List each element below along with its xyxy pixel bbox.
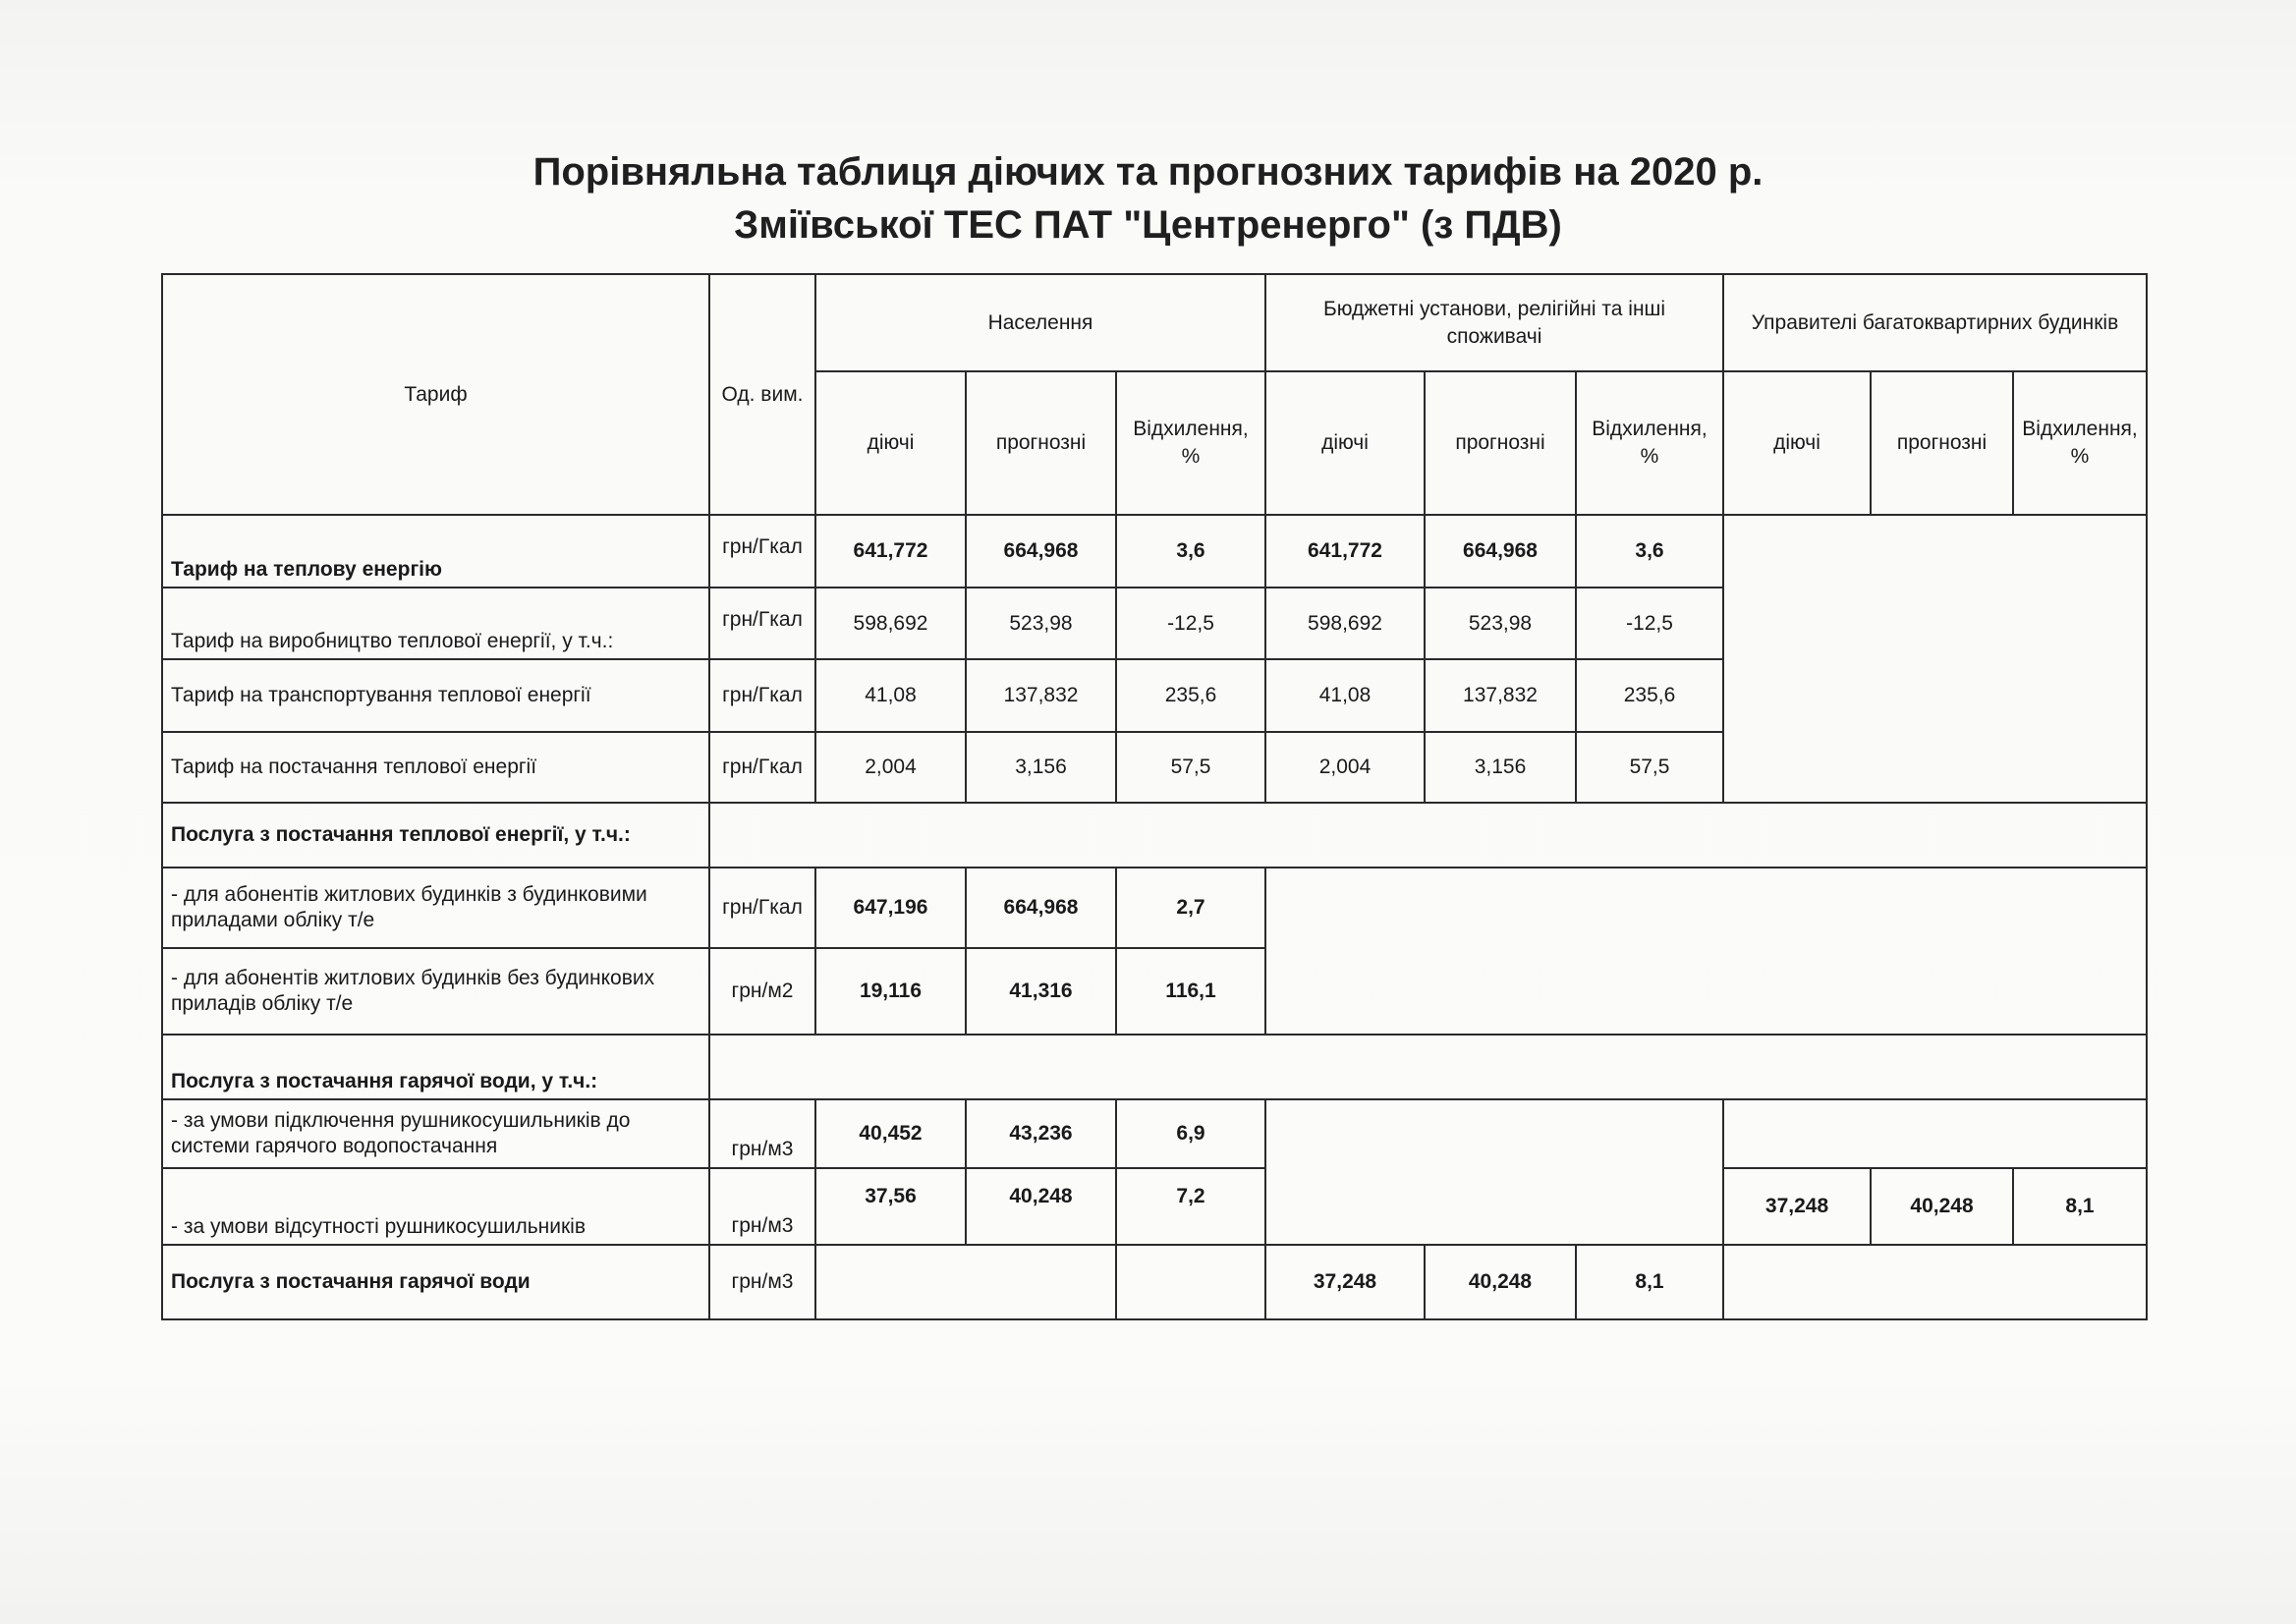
- empty-cell: [815, 1245, 1116, 1319]
- row-label: Тариф на теплову енергію: [162, 515, 709, 588]
- row-unit: грн/Гкал: [709, 515, 815, 588]
- row-label: Тариф на постачання теплової енергії: [162, 732, 709, 803]
- bud-deviation: 57,5: [1576, 732, 1723, 803]
- header-tariff: Тариф: [162, 274, 709, 515]
- bud-current: 641,772: [1265, 515, 1425, 588]
- header-pop-forecast: прогнозні: [966, 371, 1116, 515]
- bud-deviation: 3,6: [1576, 515, 1723, 588]
- bud-deviation: 235,6: [1576, 659, 1723, 732]
- section-label: Послуга з постачання теплової енергії, у т.ч.:: [162, 803, 709, 868]
- empty-cell: [1265, 868, 2147, 1035]
- row-unit: грн/Гкал: [709, 659, 815, 732]
- header-bud-forecast: прогнозні: [1425, 371, 1576, 515]
- empty-cell: [1723, 1099, 2147, 1168]
- header-population: Населення: [815, 274, 1265, 371]
- bud-current: 37,248: [1265, 1245, 1425, 1319]
- bud-current: 2,004: [1265, 732, 1425, 803]
- header-mgr-forecast: прогнозні: [1871, 371, 2013, 515]
- pop-deviation: -12,5: [1116, 588, 1265, 659]
- pop-current: 41,08: [815, 659, 966, 732]
- pop-current: 598,692: [815, 588, 966, 659]
- row-label: Тариф на транспортування теплової енергії: [162, 659, 709, 732]
- table-row: [162, 515, 2147, 588]
- bud-current: 41,08: [1265, 659, 1425, 732]
- bud-deviation: 8,1: [1576, 1245, 1723, 1319]
- pop-deviation: 3,6: [1116, 515, 1265, 588]
- table-row: [162, 868, 2147, 948]
- document-title: [0, 145, 2296, 252]
- pop-forecast: 41,316: [966, 948, 1116, 1035]
- mgr-forecast: 40,248: [1871, 1168, 2013, 1245]
- pop-deviation: 6,9: [1116, 1099, 1265, 1168]
- header-bud-deviation: Відхилення, %: [1576, 371, 1723, 515]
- row-unit: грн/м3: [709, 1245, 815, 1319]
- bud-forecast: 664,968: [1425, 515, 1576, 588]
- pop-forecast: 523,98: [966, 588, 1116, 659]
- pop-current: 40,452: [815, 1099, 966, 1168]
- empty-cell: [709, 803, 2147, 868]
- bud-current: 598,692: [1265, 588, 1425, 659]
- header-pop-current: діючі: [815, 371, 966, 515]
- row-unit: грн/Гкал: [709, 868, 815, 948]
- pop-forecast: 137,832: [966, 659, 1116, 732]
- empty-cell: [1723, 515, 2147, 803]
- mgr-deviation: 8,1: [2013, 1168, 2147, 1245]
- row-label: Послуга з постачання гарячої води: [162, 1245, 709, 1319]
- row-unit: грн/м3: [709, 1168, 815, 1245]
- bud-forecast: 40,248: [1425, 1245, 1576, 1319]
- row-label: - для абонентів житлових будинків з будинковими приладами обліку т/е: [162, 868, 709, 948]
- row-label: - за умови підключення рушникосушильників до системи гарячого водопостачання: [162, 1099, 709, 1168]
- table-row: [162, 1099, 2147, 1168]
- pop-deviation: 116,1: [1116, 948, 1265, 1035]
- table-row: [162, 1245, 2147, 1319]
- row-unit: грн/Гкал: [709, 732, 815, 803]
- pop-forecast: 40,248: [966, 1168, 1116, 1245]
- header-pop-deviation: Відхилення, %: [1116, 371, 1265, 515]
- table-row: [162, 1168, 2147, 1245]
- mgr-current: 37,248: [1723, 1168, 1871, 1245]
- header-unit: Од. вим.: [709, 274, 815, 515]
- row-label: Тариф на виробництво теплової енергії, у т.ч.:: [162, 588, 709, 659]
- pop-current: 19,116: [815, 948, 966, 1035]
- empty-cell: [709, 1035, 2147, 1099]
- pop-deviation: 7,2: [1116, 1168, 1265, 1245]
- section-row: [162, 1035, 2147, 1099]
- pop-current: 647,196: [815, 868, 966, 948]
- pop-forecast: 664,968: [966, 868, 1116, 948]
- empty-cell: [1265, 1099, 1723, 1245]
- empty-cell: [1723, 1245, 2147, 1319]
- row-label: - за умови відсутності рушникосушильників: [162, 1168, 709, 1245]
- empty-cell: [1116, 1245, 1265, 1319]
- row-label: - для абонентів житлових будинків без будинкових приладів обліку т/е: [162, 948, 709, 1035]
- pop-forecast: 43,236: [966, 1099, 1116, 1168]
- pop-forecast: 3,156: [966, 732, 1116, 803]
- header-bud-current: діючі: [1265, 371, 1425, 515]
- pop-deviation: 57,5: [1116, 732, 1265, 803]
- section-row: [162, 803, 2147, 868]
- row-unit: грн/м3: [709, 1099, 815, 1168]
- pop-current: 641,772: [815, 515, 966, 588]
- pop-deviation: 235,6: [1116, 659, 1265, 732]
- title-line-1: Порівняльна таблиця діючих та прогнозних тарифів на 2020 р.: [532, 150, 1764, 194]
- pop-current: 2,004: [815, 732, 966, 803]
- header-budget: Бюджетні установи, релігійні та інші споживачі: [1265, 274, 1723, 371]
- tariff-comparison-table: [161, 273, 2148, 1320]
- bud-deviation: -12,5: [1576, 588, 1723, 659]
- bud-forecast: 3,156: [1425, 732, 1576, 803]
- pop-forecast: 664,968: [966, 515, 1116, 588]
- header-mgr-current: діючі: [1723, 371, 1871, 515]
- header-mgr-deviation: Відхилення, %: [2013, 371, 2147, 515]
- pop-current: 37,56: [815, 1168, 966, 1245]
- header-row-groups: [162, 274, 2147, 371]
- bud-forecast: 523,98: [1425, 588, 1576, 659]
- row-unit: грн/Гкал: [709, 588, 815, 659]
- title-line-2: Зміївської ТЕС ПАТ "Центренерго" (з ПДВ): [734, 203, 1562, 247]
- pop-deviation: 2,7: [1116, 868, 1265, 948]
- row-unit: грн/м2: [709, 948, 815, 1035]
- header-managers: Управителі багатоквартирних будинків: [1723, 274, 2147, 371]
- section-label: Послуга з постачання гарячої води, у т.ч.:: [162, 1035, 709, 1099]
- bud-forecast: 137,832: [1425, 659, 1576, 732]
